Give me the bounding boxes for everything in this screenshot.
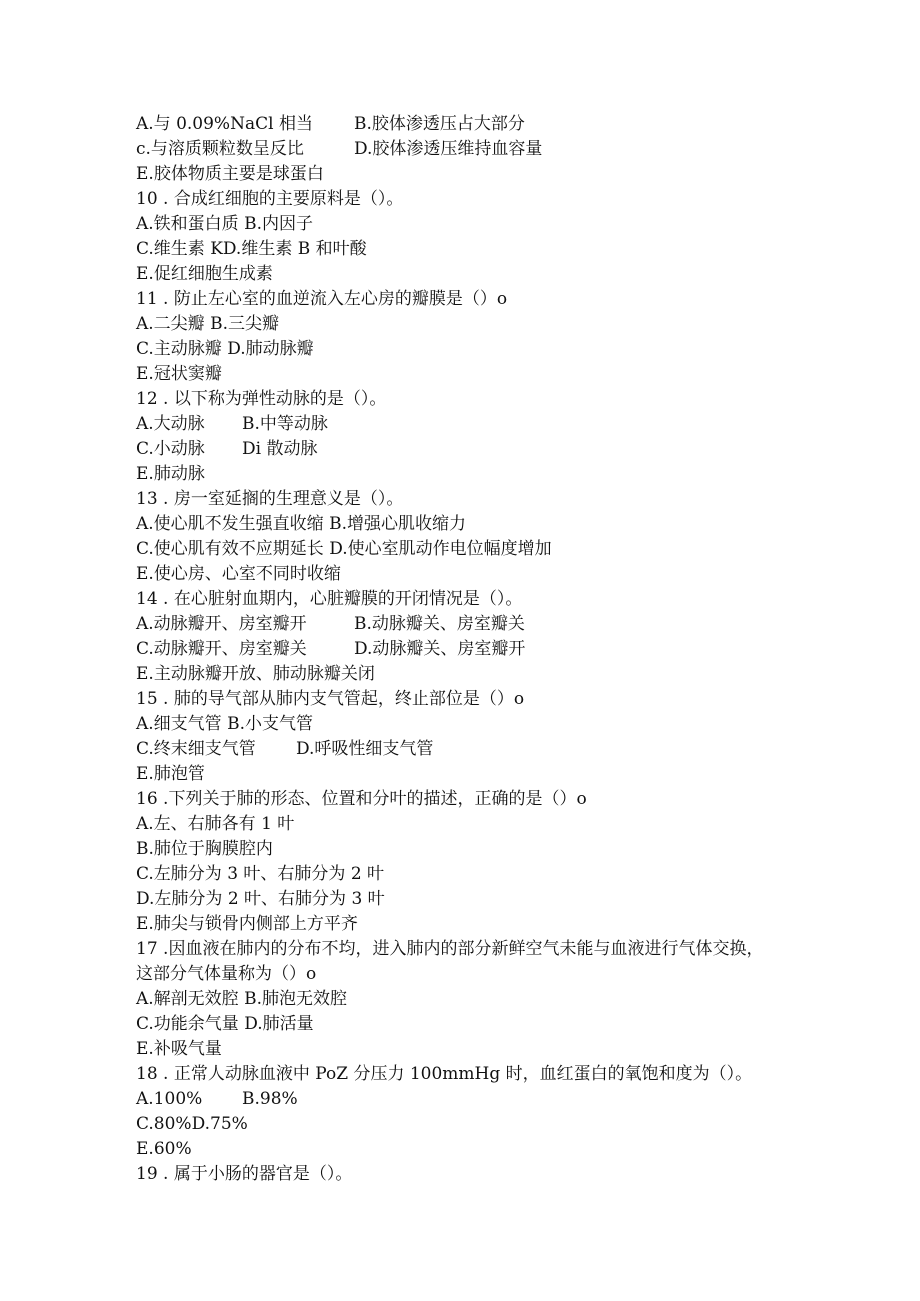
question-text: 18 . 正常人动脉血液中 PoZ 分压力 100mmHg 时，血红蛋白的氧饱和度为（）。 — [136, 1064, 753, 1084]
option-text: D.动脉瓣关、房室瓣开 — [354, 639, 526, 659]
option-line — [136, 712, 856, 737]
option-text: A.大动脉 — [136, 414, 205, 434]
option-text: E.冠状窦瓣 — [136, 364, 222, 384]
question-text: 13 . 房一室延搁的生理意义是（）。 — [136, 489, 404, 509]
option-text: A.使心肌不发生强直收缩 B.增强心肌收缩力 — [136, 514, 466, 534]
question-text: 11 . 防止左心室的血逆流入左心房的瓣膜是（）o — [136, 289, 508, 309]
question-stem — [136, 1062, 856, 1087]
option-text: C.维生素 KD.维生素 B 和叶酸 — [136, 239, 367, 259]
option-line — [136, 1137, 856, 1162]
question-stem — [136, 937, 856, 962]
option-text: C.主动脉瓣 D.肺动脉瓣 — [136, 339, 314, 359]
option-line — [136, 362, 856, 387]
option-text: D.呼吸性细支气管 — [296, 739, 434, 759]
option-line — [136, 812, 856, 837]
option-text: B.胶体渗透压占大部分 — [354, 114, 525, 134]
option-line — [136, 512, 856, 537]
option-line — [136, 212, 856, 237]
option-text: D.胶体渗透压维持血容量 — [354, 139, 543, 159]
option-line — [136, 337, 856, 362]
option-line — [136, 312, 856, 337]
option-text: A.细支气管 B.小支气管 — [136, 714, 313, 734]
option-text: Di 散动脉 — [242, 439, 318, 459]
option-text: B.肺位于胸膜腔内 — [136, 839, 273, 859]
option-text: B.98% — [242, 1089, 298, 1109]
option-text: E.肺泡管 — [136, 764, 205, 784]
question-stem — [136, 187, 856, 212]
option-line — [136, 962, 856, 987]
option-text: B.动脉瓣关、房室瓣关 — [354, 614, 525, 634]
option-text: E.使心房、心室不同时收缩 — [136, 564, 341, 584]
option-line — [136, 437, 856, 462]
option-text: A.100% — [136, 1089, 203, 1109]
question-text: 19 . 属于小肠的器官是（）。 — [136, 1164, 353, 1184]
option-text: C.终末细支气管 — [136, 739, 256, 759]
option-text: A.二尖瓣 B.三尖瓣 — [136, 314, 279, 334]
option-text: A.动脉瓣开、房室瓣开 — [136, 614, 307, 634]
option-text: E.促红细胞生成素 — [136, 264, 273, 284]
option-line — [136, 737, 856, 762]
option-text: B.中等动脉 — [242, 414, 328, 434]
question-stem — [136, 387, 856, 412]
option-line — [136, 637, 856, 662]
option-text: 这部分气体量称为（）o — [136, 964, 317, 984]
option-text: E.补吸气量 — [136, 1039, 222, 1059]
question-stem — [136, 587, 856, 612]
option-line — [136, 612, 856, 637]
question-text: 14 . 在心脏射血期内，心脏瓣膜的开闭情况是（）。 — [136, 589, 523, 609]
option-line — [136, 987, 856, 1012]
question-text: 15 . 肺的导气部从肺内支气管起，终止部位是（）o — [136, 689, 525, 709]
option-text: C.功能余气量 D.肺活量 — [136, 1014, 314, 1034]
question-stem — [136, 287, 856, 312]
option-line — [136, 462, 856, 487]
option-line — [136, 137, 856, 162]
option-line — [136, 662, 856, 687]
option-text: A.左、右肺各有 1 叶 — [136, 814, 295, 834]
option-text: E.60% — [136, 1139, 192, 1159]
option-text: E.肺尖与锁骨内侧部上方平齐 — [136, 914, 358, 934]
option-line — [136, 162, 856, 187]
question-text: 12 . 以下称为弹性动脉的是（）。 — [136, 389, 387, 409]
option-text: C.动脉瓣开、房室瓣关 — [136, 639, 307, 659]
option-line — [136, 1012, 856, 1037]
question-stem — [136, 787, 856, 812]
option-line — [136, 862, 856, 887]
option-text: D.左肺分为 2 叶、右肺分为 3 叶 — [136, 889, 385, 909]
document-body — [136, 112, 856, 1187]
option-text: A.与 0.09%NaCl 相当 — [136, 114, 313, 134]
option-line — [136, 537, 856, 562]
option-text: C.80%D.75% — [136, 1114, 248, 1134]
option-line — [136, 262, 856, 287]
option-line — [136, 837, 856, 862]
option-line — [136, 1037, 856, 1062]
option-line — [136, 762, 856, 787]
option-text: A.铁和蛋白质 B.内因子 — [136, 214, 313, 234]
option-text: C.使心肌有效不应期延长 D.使心室肌动作电位幅度增加 — [136, 539, 552, 559]
option-text: E.胶体物质主要是球蛋白 — [136, 164, 324, 184]
question-text: 10 . 合成红细胞的主要原料是（）。 — [136, 189, 404, 209]
option-line — [136, 412, 856, 437]
question-stem — [136, 487, 856, 512]
option-text: E.肺动脉 — [136, 464, 205, 484]
question-text: 17 .因血液在肺内的分布不均，进入肺内的部分新鲜空气未能与血液进行气体交换， — [136, 939, 764, 959]
option-line — [136, 1087, 856, 1112]
option-text: C.小动脉 — [136, 439, 205, 459]
option-text: E.主动脉瓣开放、肺动脉瓣关闭 — [136, 664, 375, 684]
question-stem — [136, 687, 856, 712]
option-line — [136, 912, 856, 937]
option-line — [136, 1112, 856, 1137]
question-text: 16 .下列关于肺的形态、位置和分叶的描述，正确的是（）o — [136, 789, 587, 809]
option-line — [136, 562, 856, 587]
option-text: C.左肺分为 3 叶、右肺分为 2 叶 — [136, 864, 385, 884]
option-line — [136, 112, 856, 137]
option-line — [136, 887, 856, 912]
option-line — [136, 237, 856, 262]
option-text: c.与溶质颗粒数呈反比 — [136, 139, 304, 159]
question-stem — [136, 1162, 856, 1187]
option-text: A.解剖无效腔 B.肺泡无效腔 — [136, 989, 347, 1009]
